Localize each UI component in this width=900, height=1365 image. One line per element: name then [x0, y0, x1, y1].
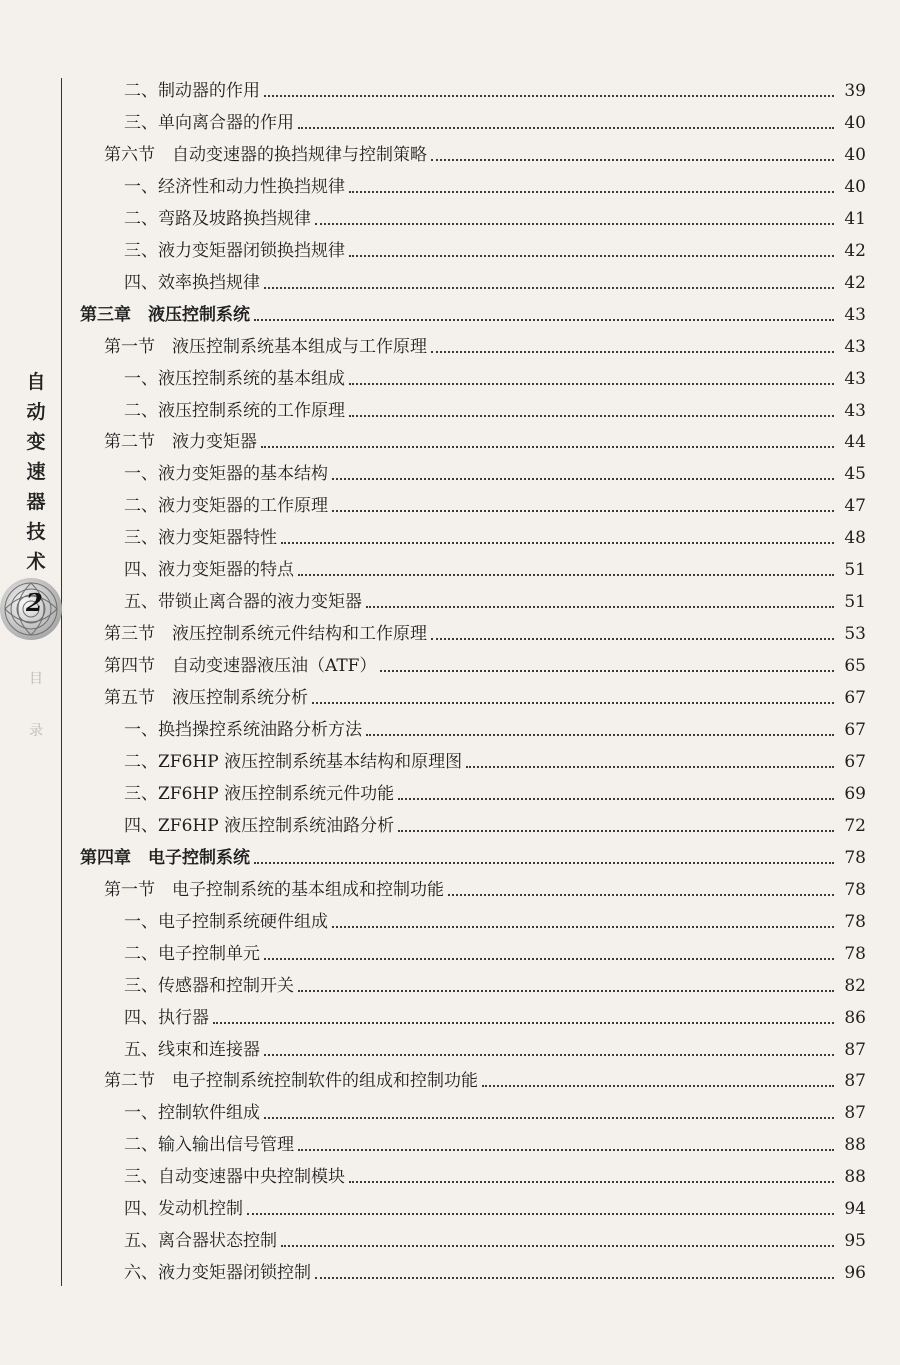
toc-title: 五、带锁止离合器的液力变矩器 [124, 592, 362, 613]
toc-page-number: 40 [844, 144, 866, 165]
toc-row-section[interactable] [104, 332, 866, 358]
toc-page-number: 43 [844, 336, 866, 357]
toc-page-number: 87 [844, 1039, 866, 1060]
toc-row-item[interactable] [124, 779, 866, 805]
toc-row-item[interactable] [124, 587, 866, 613]
toc-title: 五、离合器状态控制 [124, 1231, 277, 1252]
toc-row-item[interactable] [124, 396, 866, 422]
toc-title: 三、自动变速器中央控制模块 [124, 1167, 345, 1188]
toc-row-item[interactable] [124, 459, 866, 485]
toc-page-number: 82 [844, 975, 866, 996]
toc-page-number: 40 [844, 112, 866, 133]
toc-row-chapter[interactable] [80, 843, 866, 869]
toc-leader-dots [349, 254, 834, 257]
toc-page-number: 67 [844, 688, 866, 709]
toc-title: 四、发动机控制 [124, 1199, 243, 1220]
toc-title: 三、液力变矩器特性 [124, 528, 277, 549]
toc-page-number: 48 [844, 528, 866, 549]
toc-title: 二、液力变矩器的工作原理 [124, 496, 328, 517]
toc-row-section[interactable] [104, 1066, 866, 1092]
toc-leader-dots [332, 925, 834, 928]
toc-leader-dots [398, 829, 834, 832]
toc-page-number: 67 [844, 751, 866, 772]
toc-page-number: 78 [844, 943, 866, 964]
toc-title: 第二节 电子控制系统控制软件的组成和控制功能 [104, 1071, 478, 1092]
book-title-char: 速 [26, 461, 46, 483]
toc-row-item[interactable] [124, 1035, 866, 1061]
toc-page-number: 43 [844, 368, 866, 389]
toc-title: 三、单向离合器的作用 [124, 112, 294, 133]
toc-row-item[interactable] [124, 939, 866, 965]
book-title-vertical [22, 367, 50, 577]
toc-row-item[interactable] [124, 491, 866, 517]
toc-leader-dots [349, 382, 834, 385]
toc-row-item[interactable] [124, 1194, 866, 1220]
toc-leader-dots [431, 637, 834, 640]
book-title-char: 技 [26, 521, 46, 543]
book-title-char: 自 [26, 371, 46, 393]
toc-row-section[interactable] [104, 619, 866, 645]
toc-row-item[interactable] [124, 555, 866, 581]
toc-row-item[interactable] [124, 1162, 866, 1188]
toc-row-item[interactable] [124, 907, 866, 933]
toc-page-number: 51 [844, 592, 866, 613]
side-label-bottom: 录 [29, 723, 43, 739]
toc-page-number: 78 [844, 911, 866, 932]
toc-leader-dots [264, 1116, 834, 1119]
toc-leader-dots [254, 318, 834, 321]
toc-page-number: 42 [844, 240, 866, 261]
toc-leader-dots [349, 190, 834, 193]
book-title-char: 变 [26, 431, 46, 453]
toc-title: 第四章 电子控制系统 [80, 847, 250, 868]
toc-row-item[interactable] [124, 1130, 866, 1156]
toc-title: 四、执行器 [124, 1007, 209, 1028]
toc-page-number: 47 [844, 496, 866, 517]
toc-row-section[interactable] [104, 427, 866, 453]
toc-leader-dots [482, 1084, 834, 1087]
toc-row-item[interactable] [124, 76, 866, 102]
toc-row-item[interactable] [124, 1258, 866, 1284]
toc-row-item[interactable] [124, 811, 866, 837]
toc-title: 第五节 液压控制系统分析 [104, 688, 308, 709]
toc-row-chapter[interactable] [80, 300, 866, 326]
toc-title: 一、控制软件组成 [124, 1103, 260, 1124]
toc-leader-dots [366, 605, 834, 608]
toc-leader-dots [298, 989, 834, 992]
toc-title: 二、电子控制单元 [124, 943, 260, 964]
toc-title: 第四节 自动变速器液压油（ATF） [104, 656, 377, 677]
toc-row-item[interactable] [124, 236, 866, 262]
toc-row-item[interactable] [124, 747, 866, 773]
toc-row-item[interactable] [124, 971, 866, 997]
toc-leader-dots [281, 541, 834, 544]
toc-page-number: 53 [844, 624, 866, 645]
toc-leader-dots [315, 222, 834, 225]
toc-leader-dots [431, 158, 834, 161]
margin-rule [61, 78, 62, 1286]
toc-page-number: 87 [844, 1071, 866, 1092]
toc-leader-dots [264, 1053, 834, 1056]
book-title-char: 术 [26, 551, 46, 573]
book-title-char: 器 [26, 491, 46, 513]
toc-row-item[interactable] [124, 204, 866, 230]
toc-title: 四、液力变矩器的特点 [124, 560, 294, 581]
toc-title: 三、ZF6HP 液压控制系统元件功能 [124, 783, 395, 804]
page-number: 2 [26, 588, 43, 617]
toc-leader-dots [264, 94, 834, 97]
toc-title: 第三节 液压控制系统元件结构和工作原理 [104, 624, 427, 645]
toc-page-number: 43 [844, 400, 866, 421]
toc-title: 六、液力变矩器闭锁控制 [124, 1263, 311, 1284]
toc-leader-dots [264, 286, 834, 289]
toc-leader-dots [312, 701, 834, 704]
toc-row-item[interactable] [124, 364, 866, 390]
toc-title: 二、制动器的作用 [124, 81, 260, 101]
toc-title: 第一节 液压控制系统基本组成与工作原理 [104, 336, 427, 357]
toc-page-number: 96 [844, 1263, 866, 1284]
toc-title: 一、电子控制系统硬件组成 [124, 911, 328, 932]
toc-page-number: 72 [844, 815, 866, 836]
toc-row-item[interactable] [124, 268, 866, 294]
toc-leader-dots [213, 1021, 834, 1024]
toc-leader-dots [448, 893, 834, 896]
toc-page-number: 45 [844, 464, 866, 485]
toc-leader-dots [398, 797, 834, 800]
toc-row-item[interactable] [124, 1098, 866, 1124]
toc-page-number: 39 [844, 81, 866, 101]
toc-title: 一、液力变矩器的基本结构 [124, 464, 328, 485]
toc-leader-dots [466, 765, 834, 768]
toc-leader-dots [349, 414, 834, 417]
toc-title: 一、换挡操控系统油路分析方法 [124, 720, 362, 740]
side-label-top: 目 [29, 671, 43, 687]
toc-row-item[interactable] [124, 1003, 866, 1029]
toc-page-number: 40 [844, 176, 866, 197]
toc-leader-dots [247, 1212, 834, 1215]
toc-leader-dots [298, 573, 834, 576]
toc-page-number: 69 [844, 783, 866, 804]
toc-leader-dots [298, 126, 834, 129]
toc-row-section[interactable] [104, 140, 866, 166]
toc-leader-dots [380, 669, 834, 672]
toc-title: 一、液压控制系统的基本组成 [124, 368, 345, 389]
toc-title: 二、输入输出信号管理 [124, 1135, 294, 1156]
toc-leader-dots [261, 445, 834, 448]
toc-row-item[interactable] [124, 715, 866, 741]
toc-title: 第一节 电子控制系统的基本组成和控制功能 [104, 879, 444, 900]
toc-page-number: 95 [844, 1231, 866, 1252]
toc-row-item[interactable] [124, 172, 866, 198]
toc-leader-dots [264, 957, 834, 960]
toc-leader-dots [281, 1244, 834, 1247]
toc-page-number: 42 [844, 272, 866, 293]
toc-leader-dots [332, 509, 834, 512]
toc-row-item[interactable] [124, 523, 866, 549]
toc-page-number: 67 [844, 720, 866, 740]
toc-leader-dots [315, 1276, 834, 1279]
toc-leader-dots [254, 861, 834, 864]
toc-title: 三、传感器和控制开关 [124, 975, 294, 996]
toc-page-number: 87 [844, 1103, 866, 1124]
toc-title: 一、经济性和动力性换挡规律 [124, 176, 345, 197]
toc-page-number: 88 [844, 1167, 866, 1188]
toc-page-number: 65 [844, 656, 866, 677]
toc-row-item[interactable] [124, 108, 866, 134]
toc-title: 第二节 液力变矩器 [104, 432, 257, 453]
toc-row-section[interactable] [104, 683, 866, 709]
toc-page-number: 86 [844, 1007, 866, 1028]
toc-title: 第三章 液压控制系统 [80, 304, 250, 325]
toc-leader-dots [298, 1148, 834, 1151]
toc-leader-dots [366, 733, 834, 736]
toc-leader-dots [349, 1180, 834, 1183]
toc-title: 二、液压控制系统的工作原理 [124, 400, 345, 421]
toc-title: 二、ZF6HP 液压控制系统基本结构和原理图 [124, 751, 463, 772]
toc-page-number: 43 [844, 304, 866, 325]
book-title-char: 动 [26, 401, 46, 423]
toc-title: 第六节 自动变速器的换挡规律与控制策略 [104, 144, 427, 165]
toc-page-number: 78 [844, 879, 866, 900]
toc-page-number: 51 [844, 560, 866, 581]
toc-title: 四、ZF6HP 液压控制系统油路分析 [124, 815, 395, 836]
toc-row-item[interactable] [124, 1226, 866, 1252]
toc-title: 四、效率换挡规律 [124, 272, 260, 293]
toc-page-number: 94 [844, 1199, 866, 1220]
toc-page-number: 41 [844, 208, 866, 229]
toc-title: 三、液力变矩器闭锁换挡规律 [124, 240, 345, 261]
toc-row-section[interactable] [104, 651, 866, 677]
toc-page-number: 44 [844, 432, 866, 453]
toc-page-number: 78 [844, 847, 866, 868]
toc-row-section[interactable] [104, 875, 866, 901]
toc-title: 二、弯路及坡路换挡规律 [124, 208, 311, 229]
toc-leader-dots [431, 350, 834, 353]
toc-leader-dots [332, 477, 834, 480]
toc-page-number: 88 [844, 1135, 866, 1156]
toc-title: 五、线束和连接器 [124, 1039, 260, 1060]
